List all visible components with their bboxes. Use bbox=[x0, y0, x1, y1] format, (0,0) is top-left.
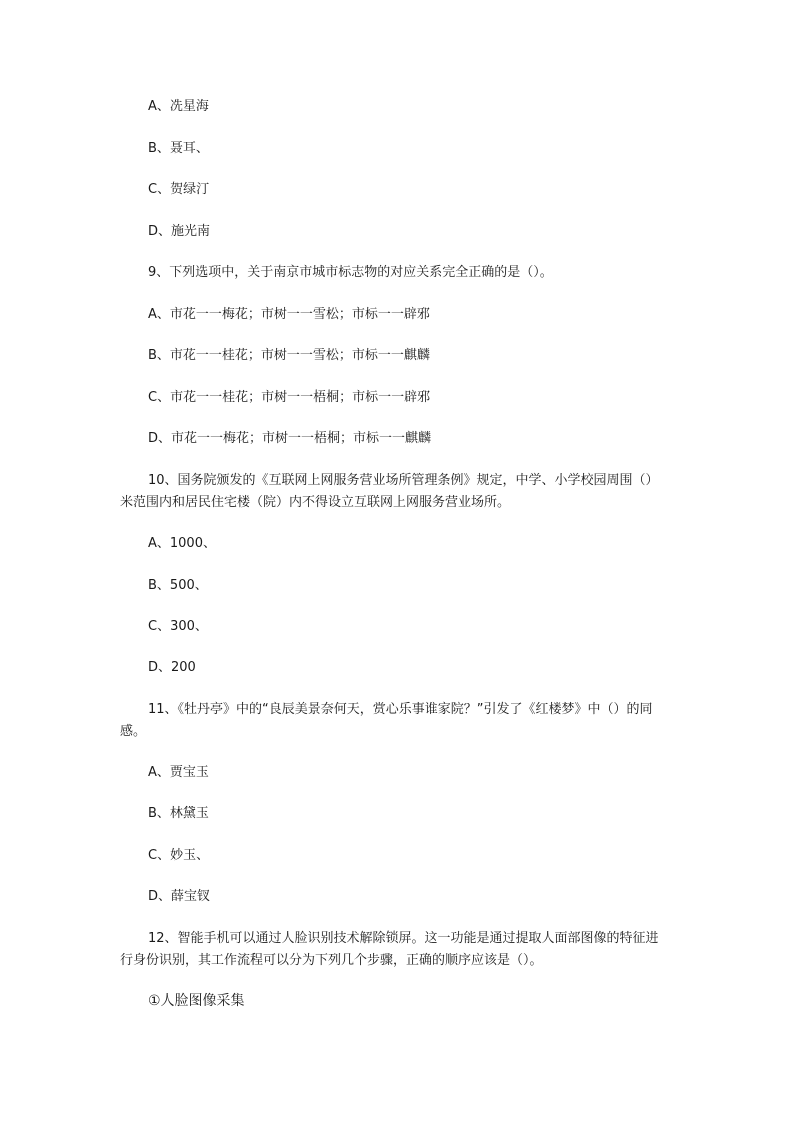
q11-option-d: D、薛宝钗 bbox=[148, 889, 211, 904]
q10-option-b: B、500、 bbox=[148, 578, 208, 593]
q9-option-a: A、市花一一梅花；市树一一雪松；市标一一辟邪 bbox=[148, 307, 430, 322]
q10-option-a: A、1000、 bbox=[148, 536, 216, 551]
q10-stem: 10、国务院颁发的《互联网上网服务营业场所管理条例》规定，中学、小学校园周围（）米范围内和居民住宅楼（院）内不得设立互联网上网服务营业场所。 bbox=[120, 473, 659, 510]
q8-option-c: C、贺绿汀 bbox=[148, 182, 210, 197]
q12-step-1: ①人脸图像采集 bbox=[148, 993, 245, 1009]
q10-option-c: C、300、 bbox=[148, 619, 208, 634]
q9-option-b: B、市花一一桂花；市树一一雪松；市标一一麒麟 bbox=[148, 348, 430, 363]
q10-option-d: D、200 bbox=[148, 660, 196, 675]
q11-option-b: B、林黛玉 bbox=[148, 806, 209, 821]
q11-option-c: C、妙玉、 bbox=[148, 848, 210, 863]
q9-option-c: C、市花一一桂花；市树一一梧桐；市标一一辟邪 bbox=[148, 390, 431, 405]
q9-stem: 9、下列选项中，关于南京市城市标志物的对应关系完全正确的是（）。 bbox=[148, 265, 553, 280]
q8-option-b: B、聂耳、 bbox=[148, 141, 209, 156]
q9-option-d: D、市花一一梅花；市树一一梧桐；市标一一麒麟 bbox=[148, 431, 432, 446]
q11-stem: 11、《牡丹亭》中的“良辰美景奈何天，赏心乐事谁家院？”引发了《红楼梦》中（）的同感。 bbox=[120, 702, 653, 739]
q8-option-d: D、施光南 bbox=[148, 224, 211, 239]
q11-option-a: A、贾宝玉 bbox=[148, 765, 209, 780]
q8-option-a: A、冼星海 bbox=[148, 99, 209, 114]
q12-stem: 12、智能手机可以通过人脸识别技术解除锁屏。这一功能是通过提取人面部图像的特征进行身份识别，其工作流程可以分为下列几个步骤，正确的顺序应该是（）。 bbox=[120, 931, 659, 968]
